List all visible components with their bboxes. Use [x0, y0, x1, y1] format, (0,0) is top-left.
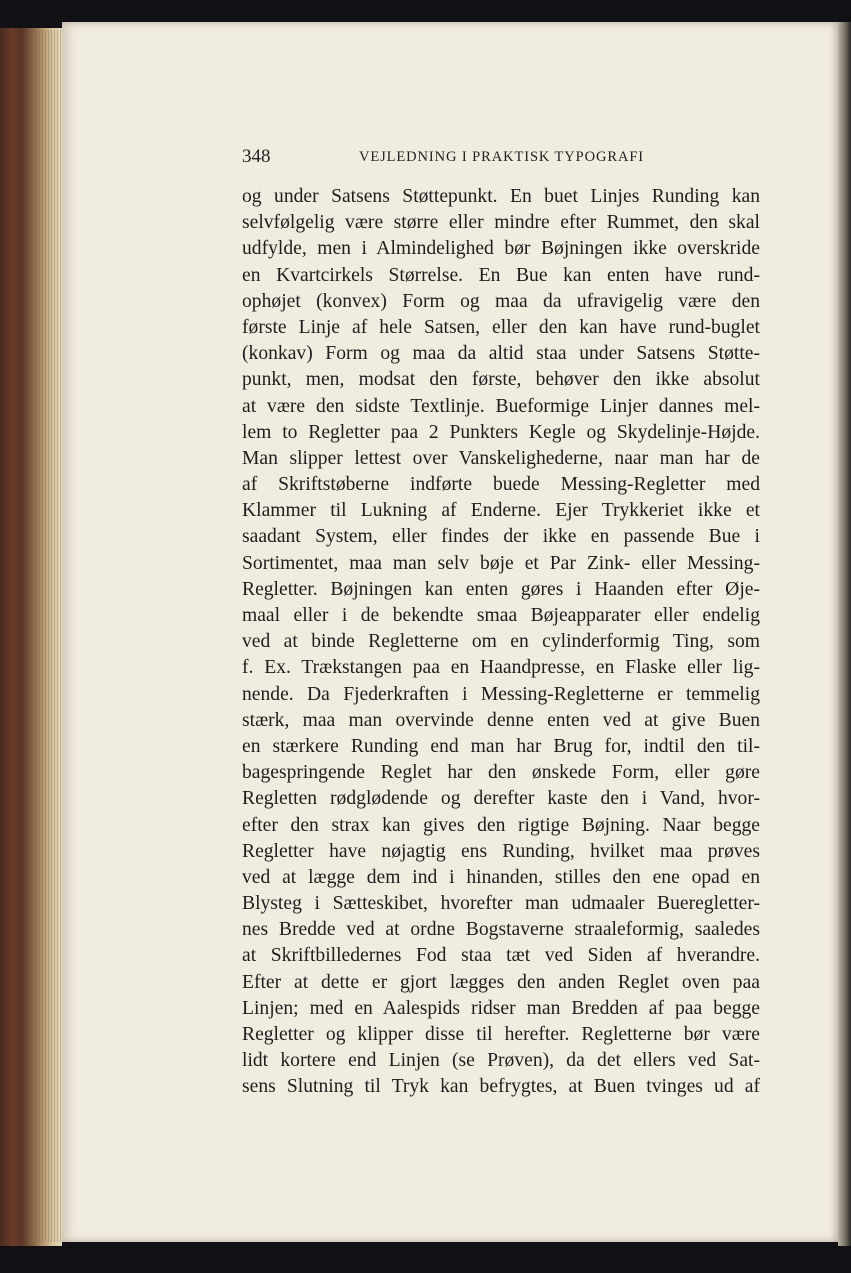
- text-line: og under Satsens Støttepunkt. En buet Linjes Runding kan: [242, 186, 760, 207]
- text-line: Regletter have nøjagtig ens Runding, hvilket maa prøves: [242, 840, 760, 862]
- text-line: punkt, men, modsat den første, behøver den ikke absolut: [242, 369, 760, 391]
- text-line: f. Ex. Trækstangen paa en Haandpresse, en Flaske eller lig-: [242, 657, 760, 679]
- text-line: en stærkere Runding end man har Brug for, indtil den til-: [242, 735, 760, 757]
- body-text: [242, 184, 760, 1101]
- page-number: 348: [242, 146, 271, 167]
- page-stack-edge: [36, 30, 62, 1242]
- text-line: udfylde, men i Almindelighed bør Bøjningen ikke overskride: [242, 238, 760, 260]
- text-line: selvfølgelig være større eller mindre efter Rummet, den skal: [242, 212, 760, 234]
- text-line: ved at binde Regletterne om en cylinderformig Ting, som: [242, 631, 760, 653]
- text-line: maal eller i de bekendte smaa Bøjeapparater eller endelig: [242, 605, 760, 626]
- text-line: lidt kortere end Linjen (se Prøven), da det ellers ved Sat-: [242, 1050, 760, 1072]
- text-line: bagespringende Reglet har den ønskede Form, eller gøre: [242, 762, 760, 784]
- text-line: Klammer til Lukning af Enderne. Ejer Trykkeriet ikke et: [242, 500, 760, 522]
- text-line: første Linje af hele Satsen, eller den kan have rund-buglet: [242, 316, 760, 338]
- text-line: en Kvartcirkels Størrelse. En Bue kan enten have rund-: [242, 264, 760, 286]
- text-line: Regletter og klipper disse til herefter. Regletterne bør være: [242, 1024, 760, 1045]
- text-line: at være den sidste Textlinje. Bueformige Linjer dannes mel-: [242, 395, 760, 417]
- text-line: Regletter. Bøjningen kan enten gøres i Haanden efter Øje-: [242, 578, 760, 600]
- text-line: Efter at dette er gjort lægges den anden Reglet oven paa: [242, 971, 760, 993]
- text-line: nes Bredde ved at ordne Bogstaverne straaleformig, saaledes: [242, 919, 760, 941]
- running-title: VEJLEDNING I PRAKTISK TYPOGRAFI: [359, 149, 645, 165]
- page-header: [242, 146, 762, 170]
- text-line: Linjen; med en Aalespids ridser man Bredden af paa begge: [242, 997, 760, 1019]
- text-line: lem to Regletter paa 2 Punkters Kegle og Skydelinje-Højde.: [242, 421, 760, 443]
- text-line: af Skriftstøberne indførte buede Messing-Regletter med: [242, 474, 760, 496]
- text-line: Man slipper lettest over Vanskelighederne, naar man har de: [242, 447, 760, 469]
- text-line: sens Slutning til Tryk kan befrygtes, at Buen tvinges ud af: [242, 1076, 760, 1098]
- text-line: at Skriftbilledernes Fod staa tæt ved Siden af hverandre.: [242, 945, 760, 967]
- text-line: saadant System, eller findes der ikke en passende Bue i: [242, 526, 760, 548]
- text-line: nende. Da Fjederkraften i Messing-Regletterne er temmelig: [242, 683, 760, 705]
- text-line: stærk, maa man overvinde denne enten ved at give Buen: [242, 709, 760, 731]
- text-line: ophøjet (konvex) Form og maa da ufravigelig være den: [242, 290, 760, 312]
- right-shadow: [838, 22, 851, 1246]
- text-line: ved at lægge dem ind i hinanden, stilles den ene opad en: [242, 866, 760, 888]
- text-line: Sortimentet, maa man selv bøje et Par Zink- eller Messing-: [242, 552, 760, 574]
- text-line: (konkav) Form og maa da altid staa under Satsens Støtte-: [242, 343, 760, 365]
- text-line: efter den strax kan gives den rigtige Bøjning. Naar begge: [242, 814, 760, 836]
- text-line: Regletten rødglødende og derefter kaste den i Vand, hvor-: [242, 788, 760, 810]
- text-line: Blysteg i Sætteskibet, hvorefter man udmaaler Bueregletter-: [242, 893, 760, 915]
